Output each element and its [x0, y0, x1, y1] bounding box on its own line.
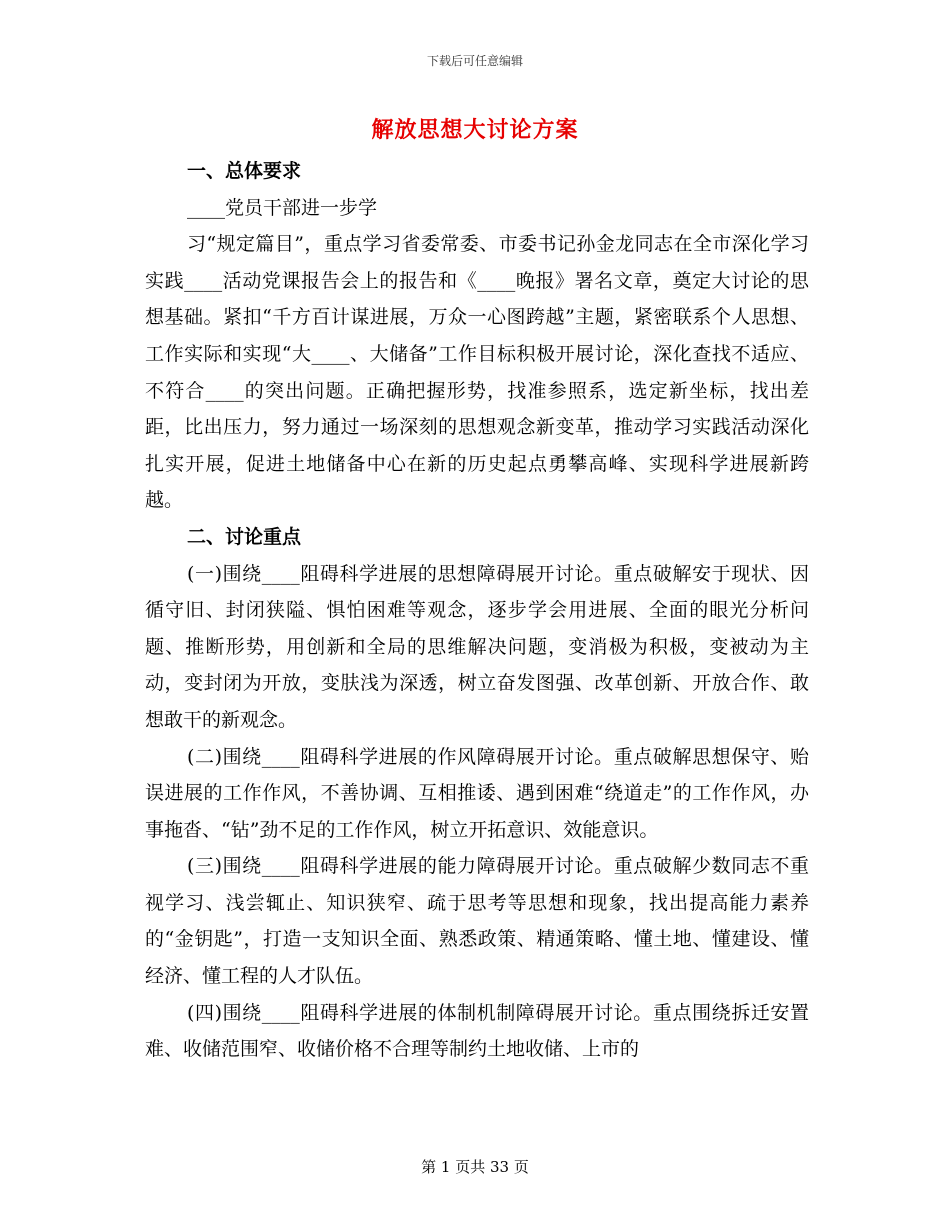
page-header-note: 下载后可任意编辑: [426, 54, 523, 68]
section2-item-4: (四)围绕____阻碍科学进展的体制机制障碍展开讨论。重点围绕拆迁安置难、收储范围窄、收储价格不合理等制约土地收储、上市的: [145, 1001, 809, 1061]
section1-line1: ____党员干部进一步学: [187, 196, 378, 219]
section-heading-2: 二、讨论重点: [187, 525, 302, 548]
section2-item-3: (三)围绕____阻碍科学进展的能力障碍展开讨论。重点破解少数同志不重视学习、浅尝辄止、知识狭窄、疏于思考等思想和现象，找出提高能力素养的“金钥匙”，打造一支知识全面、熟悉政策、精通策略、懂土地、懂建设、懂经济、懂工程的人才队伍。: [145, 855, 809, 988]
document-title: 解放思想大讨论方案: [371, 117, 579, 143]
section2-item-1: (一)围绕____阻碍科学进展的思想障碍展开讨论。重点破解安于现状、因循守旧、封闭狭隘、惧怕困难等观念，逐步学会用进展、全面的眼光分析问题、推断形势，用创新和全局的思维解决问题，变消极为积极，变被动为主动，变封闭为开放，变肤浅为深透，树立奋发图强、改革创新、开放合作、敢想敢干的新观念。: [145, 562, 809, 731]
section1-paragraph: 习“规定篇目”，重点学习省委常委、市委书记孙金龙同志在全市深化学习实践____活动党课报告会上的报告和《____晚报》署名文章，奠定大讨论的思想基础。紧扣“千方百计谋进展，万众一心图跨越”主题，紧密联系个人思想、工作实际和实现“大____、大储备”工作目标积极开展讨论，深化查找不适应、不符合____的突出问题。正确把握形势，找准参照系，选定新坐标，找出差距，比出压力，努力通过一场深刻的思想观念新变革，推动学习实践活动深化扎实开展，促进土地储备中心在新的历史起点勇攀高峰、实现科学进展新跨越。: [145, 233, 809, 512]
page-number: 第 1 页共 33 页: [421, 1158, 529, 1176]
section2-item-2: (二)围绕____阻碍科学进展的作风障碍展开讨论。重点破解思想保守、贻误进展的工作作风，不善协调、互相推诿、遇到困难“绕道走”的工作作风，办事拖沓、“钻”劲不足的工作作风，树立开拓意识、效能意识。: [145, 745, 809, 841]
section-heading-1: 一、总体要求: [187, 160, 302, 182]
document-body: [145, 153, 809, 1068]
